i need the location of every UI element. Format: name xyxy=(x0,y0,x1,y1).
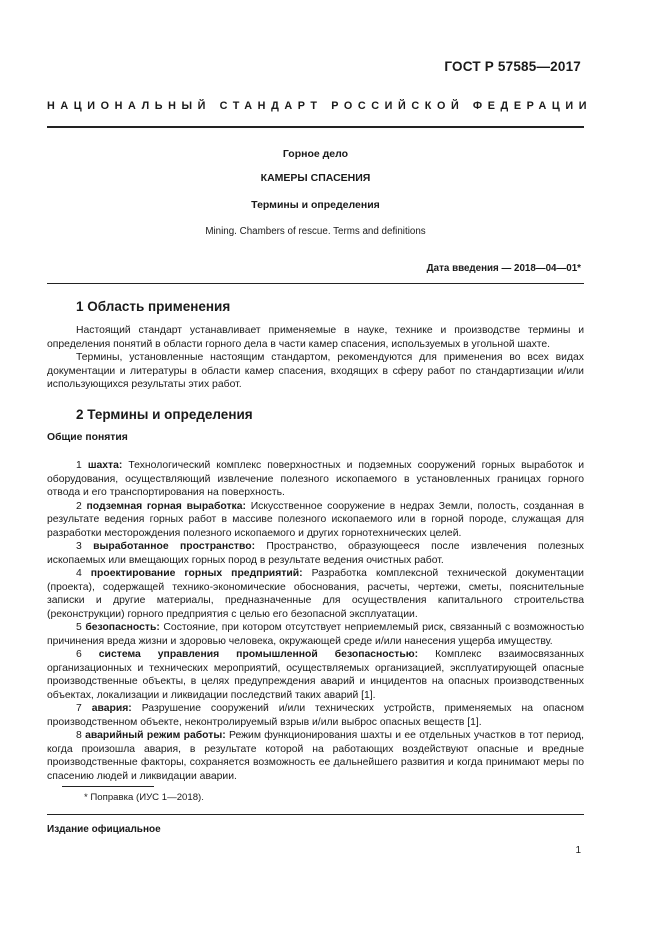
footnote-divider xyxy=(62,786,154,787)
national-standard-header: НАЦИОНАЛЬНЫЙ СТАНДАРТ РОССИЙСКОЙ ФЕДЕРАЦИИ xyxy=(47,100,593,112)
section-2-heading: 2 Термины и определения xyxy=(76,407,253,422)
term-name: шахта: xyxy=(87,460,123,471)
document-subject: Горное дело xyxy=(282,148,349,160)
header-divider xyxy=(47,126,584,128)
footnote: * Поправка (ИУС 1—2018). xyxy=(84,792,204,803)
standard-number: ГОСТ Р 57585—2017 xyxy=(444,59,581,74)
term-name: подземная горная выработка: xyxy=(86,500,246,512)
term-name: аварийный режим работы: xyxy=(85,730,226,741)
footer-divider xyxy=(47,814,584,815)
terms-list xyxy=(47,459,584,783)
intro-date: Дата введения — 2018—04—01* xyxy=(426,263,581,274)
date-divider xyxy=(47,283,584,284)
term-entry: 8 аварийный режим работы: Режим функционирования шахты и ее отдельных участков в тот период, когда произошла авария, в результате которой на работающих воздействуют опасные и вредные производственные факторы, сохраняется возможность ее дальнейшего развития и когда принимают меры по спасению людей и ликвидации аварии. xyxy=(47,730,585,782)
scope-paragraph: Термины, установленные настоящим стандартом, рекомендуются для применения во всех видах документации и литературы в области камер спасения, входящих в сферу работ по стандартизации и/или использующихся результаты этих работ. xyxy=(47,352,584,390)
section-1-heading: 1 Область применения xyxy=(76,299,231,314)
english-title: Mining. Chambers of rescue. Terms and definitions xyxy=(205,226,426,237)
term-name: выработанное пространство: xyxy=(93,541,256,552)
term-entry: 3 выработанное пространство: Пространство, образующееся после извлечения полезных ископаемых или вмещающих горных пород в результате ведения очистных работ. xyxy=(47,541,584,566)
general-concepts-subheading: Общие понятия xyxy=(47,432,128,443)
term-name: безопасность: xyxy=(85,622,160,633)
term-entry: 2 подземная горная выработка: Искусственное сооружение в недрах Земли, полость, созданная в результате ведения горных работ в массиве полезного ископаемого или в горной породе, служащая для разработки месторождения полезного ископаемого и других горнотехнических целей. xyxy=(47,500,584,539)
section-1-body xyxy=(47,324,584,392)
term-name: авария: xyxy=(91,703,132,714)
official-edition-label: Издание официальное xyxy=(47,824,161,835)
term-entry: 7 авария: Разрушение сооружений и/или технических устройств, применяемых на опасном производственном объекте, неконтролируемый взрыв и/или выброс опасных веществ [1]. xyxy=(47,703,584,728)
term-name: проектирование горных предприятий: xyxy=(90,568,303,579)
term-entry: 4 проектирование горных предприятий: Разработка комплексной технической документации (проекта), содержащей технико-экономические обоснования, расчеты, чертежи, сметы, пояснительные записки и другие материалы, предназначенные для осуществления капитального строительства (реконструкции) горного предприятия с целью его безопасной эксплуатации. xyxy=(47,568,584,620)
document-subtitle: Термины и определения xyxy=(251,199,380,211)
document-title: КАМЕРЫ СПАСЕНИЯ xyxy=(260,172,371,184)
term-name: система управления промышленной безопасностью: xyxy=(98,649,419,660)
term-entry: 5 безопасность: Состояние, при котором отсутствует неприемлемый риск, связанный с возможностью причинения вреда жизни и здоровью человека, окружающей среде и/или нанесения ущерба имуществу. xyxy=(47,622,584,647)
scope-paragraph: Настоящий стандарт устанавливает применяемые в науке, технике и производстве термины и определения понятий в области горного дела в части камер спасения, используемых в угольной шахте. xyxy=(47,325,584,350)
term-entry: 1 шахта: Технологический комплекс поверхностных и подземных сооружений горных выработок и оборудования, осуществляющий извлечение полезного ископаемого в установленных границах горного отвода и его транспортирования на поверхность. xyxy=(47,460,584,498)
page-number: 1 xyxy=(575,845,581,856)
term-entry: 6 система управления промышленной безопасностью: Комплекс взаимосвязанных организационных и технических мероприятий, осуществляемых организацией, эксплуатирующей опасные производственные объекты, в целях предупреждения аварий и инцидентов на опасных производственных объектах, локализации и ликвидации последствий таких аварий [1]. xyxy=(47,649,584,701)
